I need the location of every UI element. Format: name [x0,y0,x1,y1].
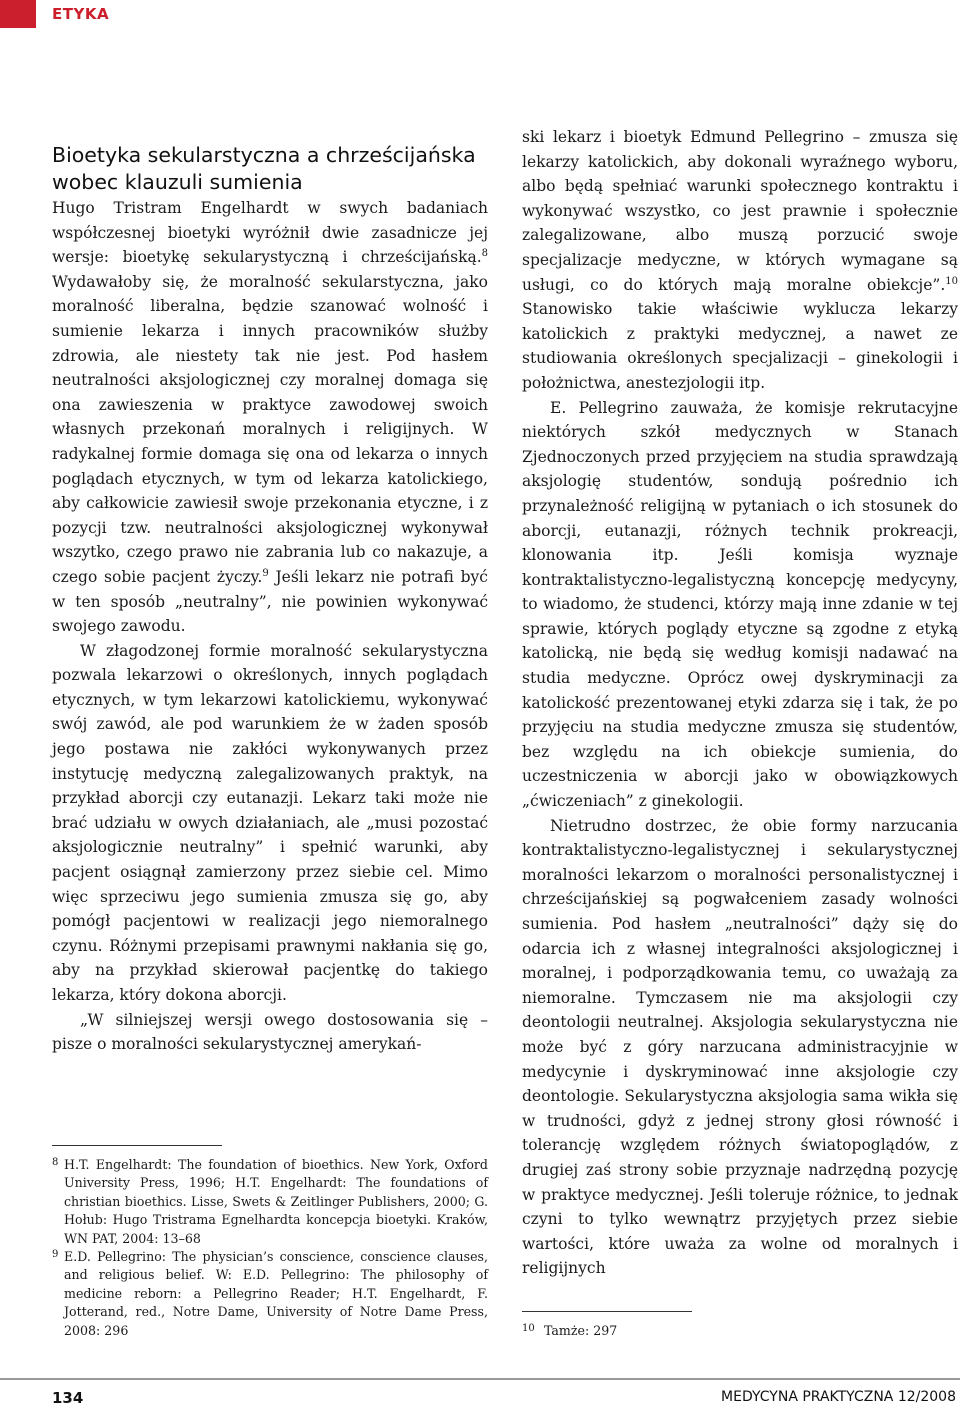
footnote-number: 9 [52,1249,59,1261]
section-label: ETYKA [52,5,110,23]
text-run: Hugo Tristram Engelhardt w swych badaniach współczesnej bioetyki wyróżnił dwie zasadnicze jej wersje: bioetykę sekularystyczną i chrześcijańską. [52,199,488,267]
text-run: W złagodzonej formie moralność sekularystyczna pozwala lekarzowi o określonych, innych poglądach etycznych, w tym lekarzowi katolickiemu, wykonywać swój zawód, ale pod warunkiem że w żaden sposób jego postawa nie zakłóci wykonywanych przez instytucję medyczną zalegalizowanych praktyk, na przykład aborcji czy eutanazji. Lekarz taki może nie brać udziału w owych działaniach, ale „musi pozostać aksjologicznie neutralny” i spełnić warunki, aby pacjent osiągnął zamierzony przez siebie cel. Mimo więc sprzeciwu jego sumienia zmusza się go, aby pomógł pacjentowi w realizacji jego niemoralnego czynu. Różnymi przepisami prawnymi nakłania się go, aby na przykład skierował pacjentkę do takiego lekarza, który dokona aborcji. [52,641,488,1004]
footnotes-left [52,1156,488,1340]
footnote-text: E.D. Pellegrino: The physician’s conscience, conscience clauses, and religious belief. W: E.D. Pellegrino: The philosophy of medicine reborn: a Pellegrino Reader; H.T. Engelhardt, F. Jotterand, red., Notre Dame, University of Notre Dame Press, 2008: 296 [64,1249,488,1338]
footnote [522,1322,958,1340]
page-number: 134 [52,1389,84,1407]
section-color-block [0,0,36,28]
footnotes-right [522,1322,958,1340]
footnote-ref: 10 [945,275,958,287]
footnote [52,1248,488,1340]
body-paragraph [522,125,958,396]
text-run: ski lekarz i bioetyk Edmund Pellegrino – zmusza się lekarzy katolickich, aby dokonali wyraźnego wyboru, albo będą spełniać warunki społecznego kontraktu i wykonywać wszystko, co jest prawnie i społecznie zalegalizowane, albo muszą porzucić swoje specjalizacje medyczne, w których wymagane są usługi, co do których mają moralne obiekcje”. [522,128,958,294]
text-run: Stanowisko takie właściwie wyklucza lekarzy katolickich z praktyki medycznej, a nawet ze studiowania określonych specjalizacji – ginekologii i położnictwa, anestezjologii itp. [522,300,958,392]
right-column [522,125,958,1281]
section-header [0,0,960,30]
text-run: Nietrudno dostrzec, że obie formy narzucania kontraktalistyczno-legalistycznej i sekularystycznej moralności lekarzom o moralności personalistycznej i chrześcijańskiej są pogwałceniem zasady wolności sumienia. Pod hasłem „neutralności” dąży się do odarcia ich z własnej integralności aksjologicznej i moralnej, i podporządkowania temu, co uważają za niemoralne. Tymczasem nie ma aksjologii czy deontologii neutralnej. Aksjologia sekularystyczna nie może być z góry narzucana administracyjnie w medycynie i dyskryminować inne aksjologie czy deontologie. Sekularystyczna aksjologia sama wikła się w trudności, gdyż z jednej strony głosi równość i tolerancję względem różnych światopoglądów, z drugiej zaś strony sobie przyznaje nadrzędną pozycję w praktyce medycznej. Jeśli toleruje różnice, to jednak czyni to tylko wewnątrz przyjętych przez siebie wartości, które uważa za wolne od moralnych i religijnych [522,816,958,1278]
body-paragraph [522,814,958,1281]
body-paragraph [52,196,488,639]
text-run: Wydawałoby się, że moralność sekularstyczna, jako moralność liberalna, będzie szanować wolność i sumienie lekarza i innych pracowników służby zdrowia, ale niestety tak nie jest. Pod hasłem neutralności aksjologicznej czy moralnej domaga się ona zawieszenia w praktyce zawodowej swoich własnych przekonań moralnych i religijnych. W radykalnej formie domaga się ona od lekarza o innych poglądach etycznych, w tym od lekarza katolickiego, aby całkowicie zawiesił swoje przekonania etyczne, i z pozycji tzw. neutralności aksjologicznej wykonywał wszytko, czego prawo nie zabrania lub co nakazuje, a czego sobie pacjent życzy. [52,272,488,586]
footnote-text: H.T. Engelhardt: The foundation of bioethics. New York, Oxford University Press, 1996; H.T. Engelhardt: The foundations of christian bioethics. Lisse, Swets & Zeitlinger Publishers, 2000; G. Hołub: Hugo Tristrama Egnelhardta koncepcja bioetyki. Kraków, WN PAT, 2004: 13–68 [64,1157,488,1246]
text-run: „W silniejszej wersji owego dostosowania się – pisze o moralności sekularystycznej amerykań- [52,1010,488,1054]
footnote [52,1156,488,1248]
left-column [52,196,488,1057]
footnote-number: 8 [52,1157,59,1168]
body-paragraph [52,639,488,1008]
journal-issue: MEDYCYNA PRAKTYCZNA 12/2008 [721,1389,956,1405]
footnote-ref: 9 [262,567,269,579]
footnote-text: Tamże: 297 [544,1323,618,1338]
footnote-rule-right [522,1311,692,1312]
text-run: E. Pellegrino zauważa, że komisje rekrutacyjne niektórych szkół medycznych w Stanach Zjednoczonych przed przyjęciem na studia sprawdzają aksjologię studentów, sondują pośrednio ich przynależność religijną w pytaniach o ich stosunek do aborcji, eutanazji, różnych technik prokreacji, klonowania itp. Jeśli komisja wyznaje kontraktalistyczno-legalistyczną koncepcję medycyny, to wiadomo, że studenci, którzy mają inne zdanie w tej sprawie, których poglądy etyczne są zgodne z etyką katolicką, nie będą się według komisji nadawać na studia medyczne. Oprócz owej dyskryminacji za katolickość prezentowanej etyki zdarza się i tak, że po przyjęciu na studia medyczne zmusza się studentów, bez względu na ich obiekcje sumienia, do uczestniczenia w aborcji jako w obowiązkowych „ćwiczeniach” z ginekologii. [522,398,958,811]
footer-rule [0,1378,960,1380]
text-run: Jeśli lekarz nie potrafi być w ten sposób „neutralny”, nie powinien wykonywać swojego zawodu. [52,567,488,636]
footnote-number: 10 [522,1323,535,1334]
footnote-ref: 8 [481,248,488,260]
footnote-rule-left [52,1145,222,1146]
article-title: Bioetyka sekularstyczna a chrześcijańska wobec klauzuli sumienia [52,142,476,194]
body-paragraph [522,396,958,814]
body-paragraph [52,1008,488,1057]
